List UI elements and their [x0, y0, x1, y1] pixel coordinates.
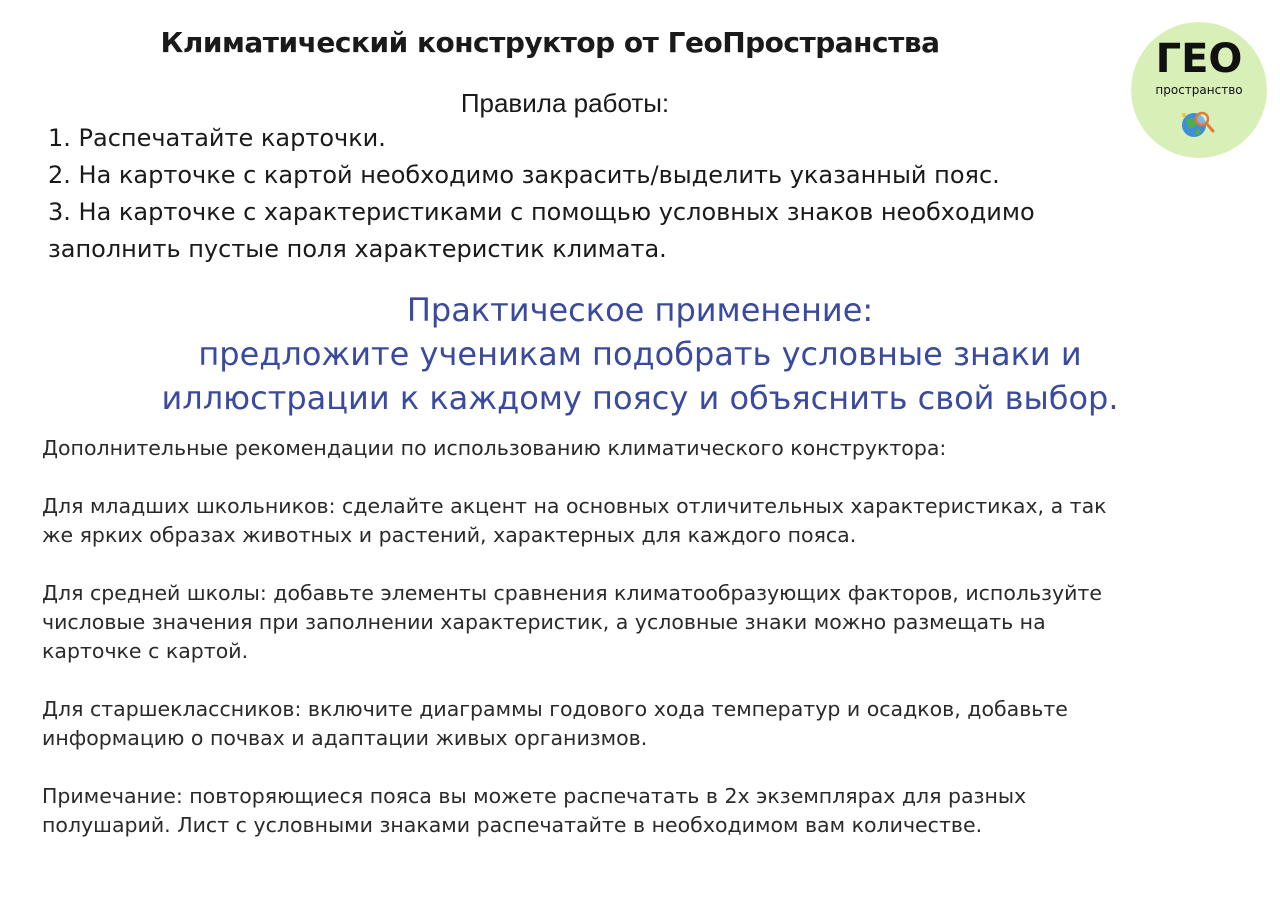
rule-item: 2. На карточке с картой необходимо закрасить/выделить указанный пояс.	[48, 161, 1000, 189]
practical-line: иллюстрации к каждому поясу и объяснить свой выбор.	[161, 379, 1119, 417]
recommendations-intro: Дополнительные рекомендации по использованию климатического конструктора:	[42, 436, 947, 460]
recommendation-middle: карточке с картой.	[42, 639, 249, 663]
recommendation-junior: Для младших школьников: сделайте акцент на основных отличительных характеристиках, а так	[42, 494, 1107, 518]
logo-main-text: ГЕО	[1155, 36, 1243, 82]
recommendation-middle: числовые значения при заполнении характеристик, а условные знаки можно размещать на	[42, 610, 1046, 634]
rule-item: 3. На карточке с характеристиками с помощью условных знаков необходимо	[48, 198, 1035, 226]
note: полушарий. Лист с условными знаками распечатайте в необходимом вам количестве.	[42, 813, 983, 837]
practical-line: предложите ученикам подобрать условные знаки и	[198, 335, 1082, 373]
practical-application	[40, 288, 1240, 420]
recommendations	[42, 434, 1242, 840]
rules-list	[48, 120, 1228, 268]
logo-sub-text: пространство	[1155, 83, 1243, 97]
page-title: Климатический конструктор от ГеоПространства	[160, 26, 940, 59]
recommendation-junior: же ярких образах животных и растений, характерных для каждого пояса.	[42, 523, 857, 547]
recommendation-middle: Для средней школы: добавьте элементы сравнения климатообразующих факторов, используйте	[42, 581, 1102, 605]
rules-heading: Правила работы:	[460, 88, 670, 118]
rule-item: заполнить пустые поля характеристик климата.	[48, 235, 667, 263]
practical-heading: Практическое применение:	[406, 291, 874, 329]
recommendation-senior: информацию о почвах и адаптации живых организмов.	[42, 726, 648, 750]
recommendation-senior: Для старшеклассников: включите диаграммы годового хода температур и осадков, добавьте	[42, 697, 1068, 721]
note: Примечание: повторяющиеся пояса вы можете распечатать в 2х экземплярах для разных	[42, 784, 1027, 808]
rule-item: 1. Распечатайте карточки.	[48, 124, 386, 152]
